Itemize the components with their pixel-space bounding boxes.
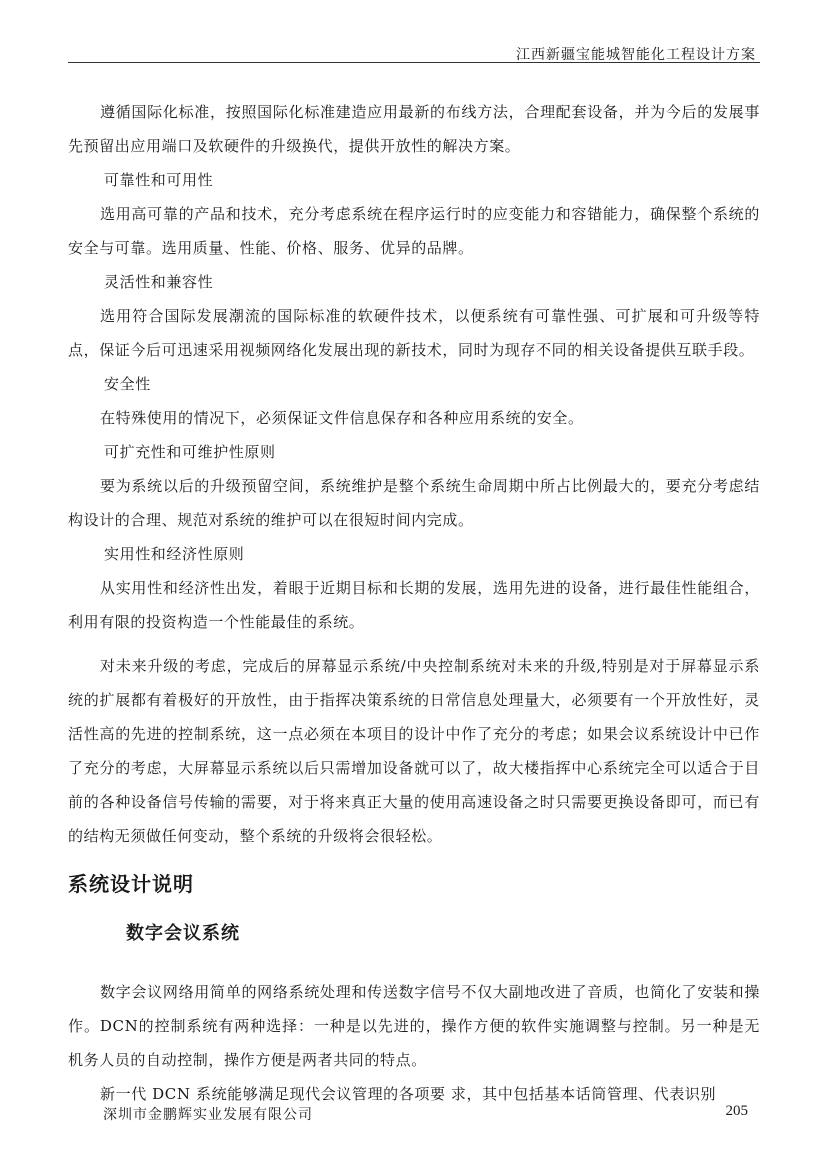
- paragraph-scalability: 要为系统以后的升级预留空间，系统维护是整个系统生命周期中所占比例最大的，要充分考虑结构设计的合理、规范对系统的维护可以在很短时间内完成。: [68, 477, 760, 529]
- paragraph-reliability: 选用高可靠的产品和技术，充分考虑系统在程序运行时的应变能力和容错能力，确保整个系统的安全与可靠。选用质量、性能、价格、服务、优异的品牌。: [68, 205, 760, 257]
- paragraph-practicality: 从实用性和经济性出发，着眼于近期目标和长期的发展，选用先进的设备，进行最佳性能组合，利用有限的投资构造一个性能最佳的系统。: [68, 579, 760, 631]
- subheading-security: 安全性: [104, 375, 151, 393]
- paragraph-security: 在特殊使用的情况下，必须保证文件信息保存和各种应用系统的安全。: [100, 409, 584, 427]
- subsection-heading: 数字会议系统: [126, 923, 240, 944]
- section-heading: 系统设计说明: [68, 872, 194, 896]
- paragraph-dcn-intro: 数字会议网络用简单的网络系统处理和传送数字信号不仅大副地改进了音质，也简化了安装和操作。DCN的控制系统有两种选择：一种是以先进的，操作方便的软件实施调整与控制。另一种是无机务人员的自动控制，操作方便是两者共同的特点。: [68, 983, 760, 1069]
- subheading-flexibility: 灵活性和兼容性: [104, 273, 214, 291]
- paragraph-standards: 遵循国际化标准，按照国际化标准建造应用最新的布线方法，合理配套设备，并为今后的发展事先预留出应用端口及软硬件的升级换代，提供开放性的解决方案。: [68, 103, 760, 155]
- subheading-scalability: 可扩充性和可维护性原则: [104, 443, 276, 461]
- subheading-reliability: 可靠性和可用性: [104, 171, 214, 189]
- header-divider: [68, 62, 760, 63]
- paragraph-flexibility: 选用符合国际发展潮流的国际标准的软硬件技术，以便系统有可靠性强、可扩展和可升级等特点，保证今后可迅速采用视频网络化发展出现的新技术，同时为现存不同的相关设备提供互联手段。: [68, 307, 760, 359]
- header-title: 江西新疆宝能城智能化工程设计方案: [516, 47, 756, 63]
- footer-company: 深圳市金鹏辉实业发展有限公司: [103, 1107, 313, 1123]
- subheading-practicality: 实用性和经济性原则: [104, 545, 245, 563]
- document-body: [68, 95, 760, 1111]
- paragraph-dcn-features: 新一代 DCN 系统能够满足现代会议管理的各项要 求，其中包括基本话筒管理、代表识别: [100, 1085, 717, 1103]
- page-number: 205: [725, 1103, 748, 1119]
- paragraph-future-upgrade: 对未来升级的考虑，完成后的屏幕显示系统/中央控制系统对未来的升级,特别是对于屏幕显示系统的扩展都有着极好的开放性，由于指挥决策系统的日常信息处理量大，必须要有一个开放性好，灵活性高的先进的控制系统，这一点必须在本项目的设计中作了充分的考虑；如果会议系统设计中已作了充分的考虑，大屏幕显示系统以后只需增加设备就可以了，故大楼指挥中心系统完全可以适合于目前的各种设备信号传输的需要，对于将来真正大量的使用高速设备之时只需要更换设备即可，而已有的结构无须做任何变动，整个系统的升级将会很轻松。: [68, 657, 760, 845]
